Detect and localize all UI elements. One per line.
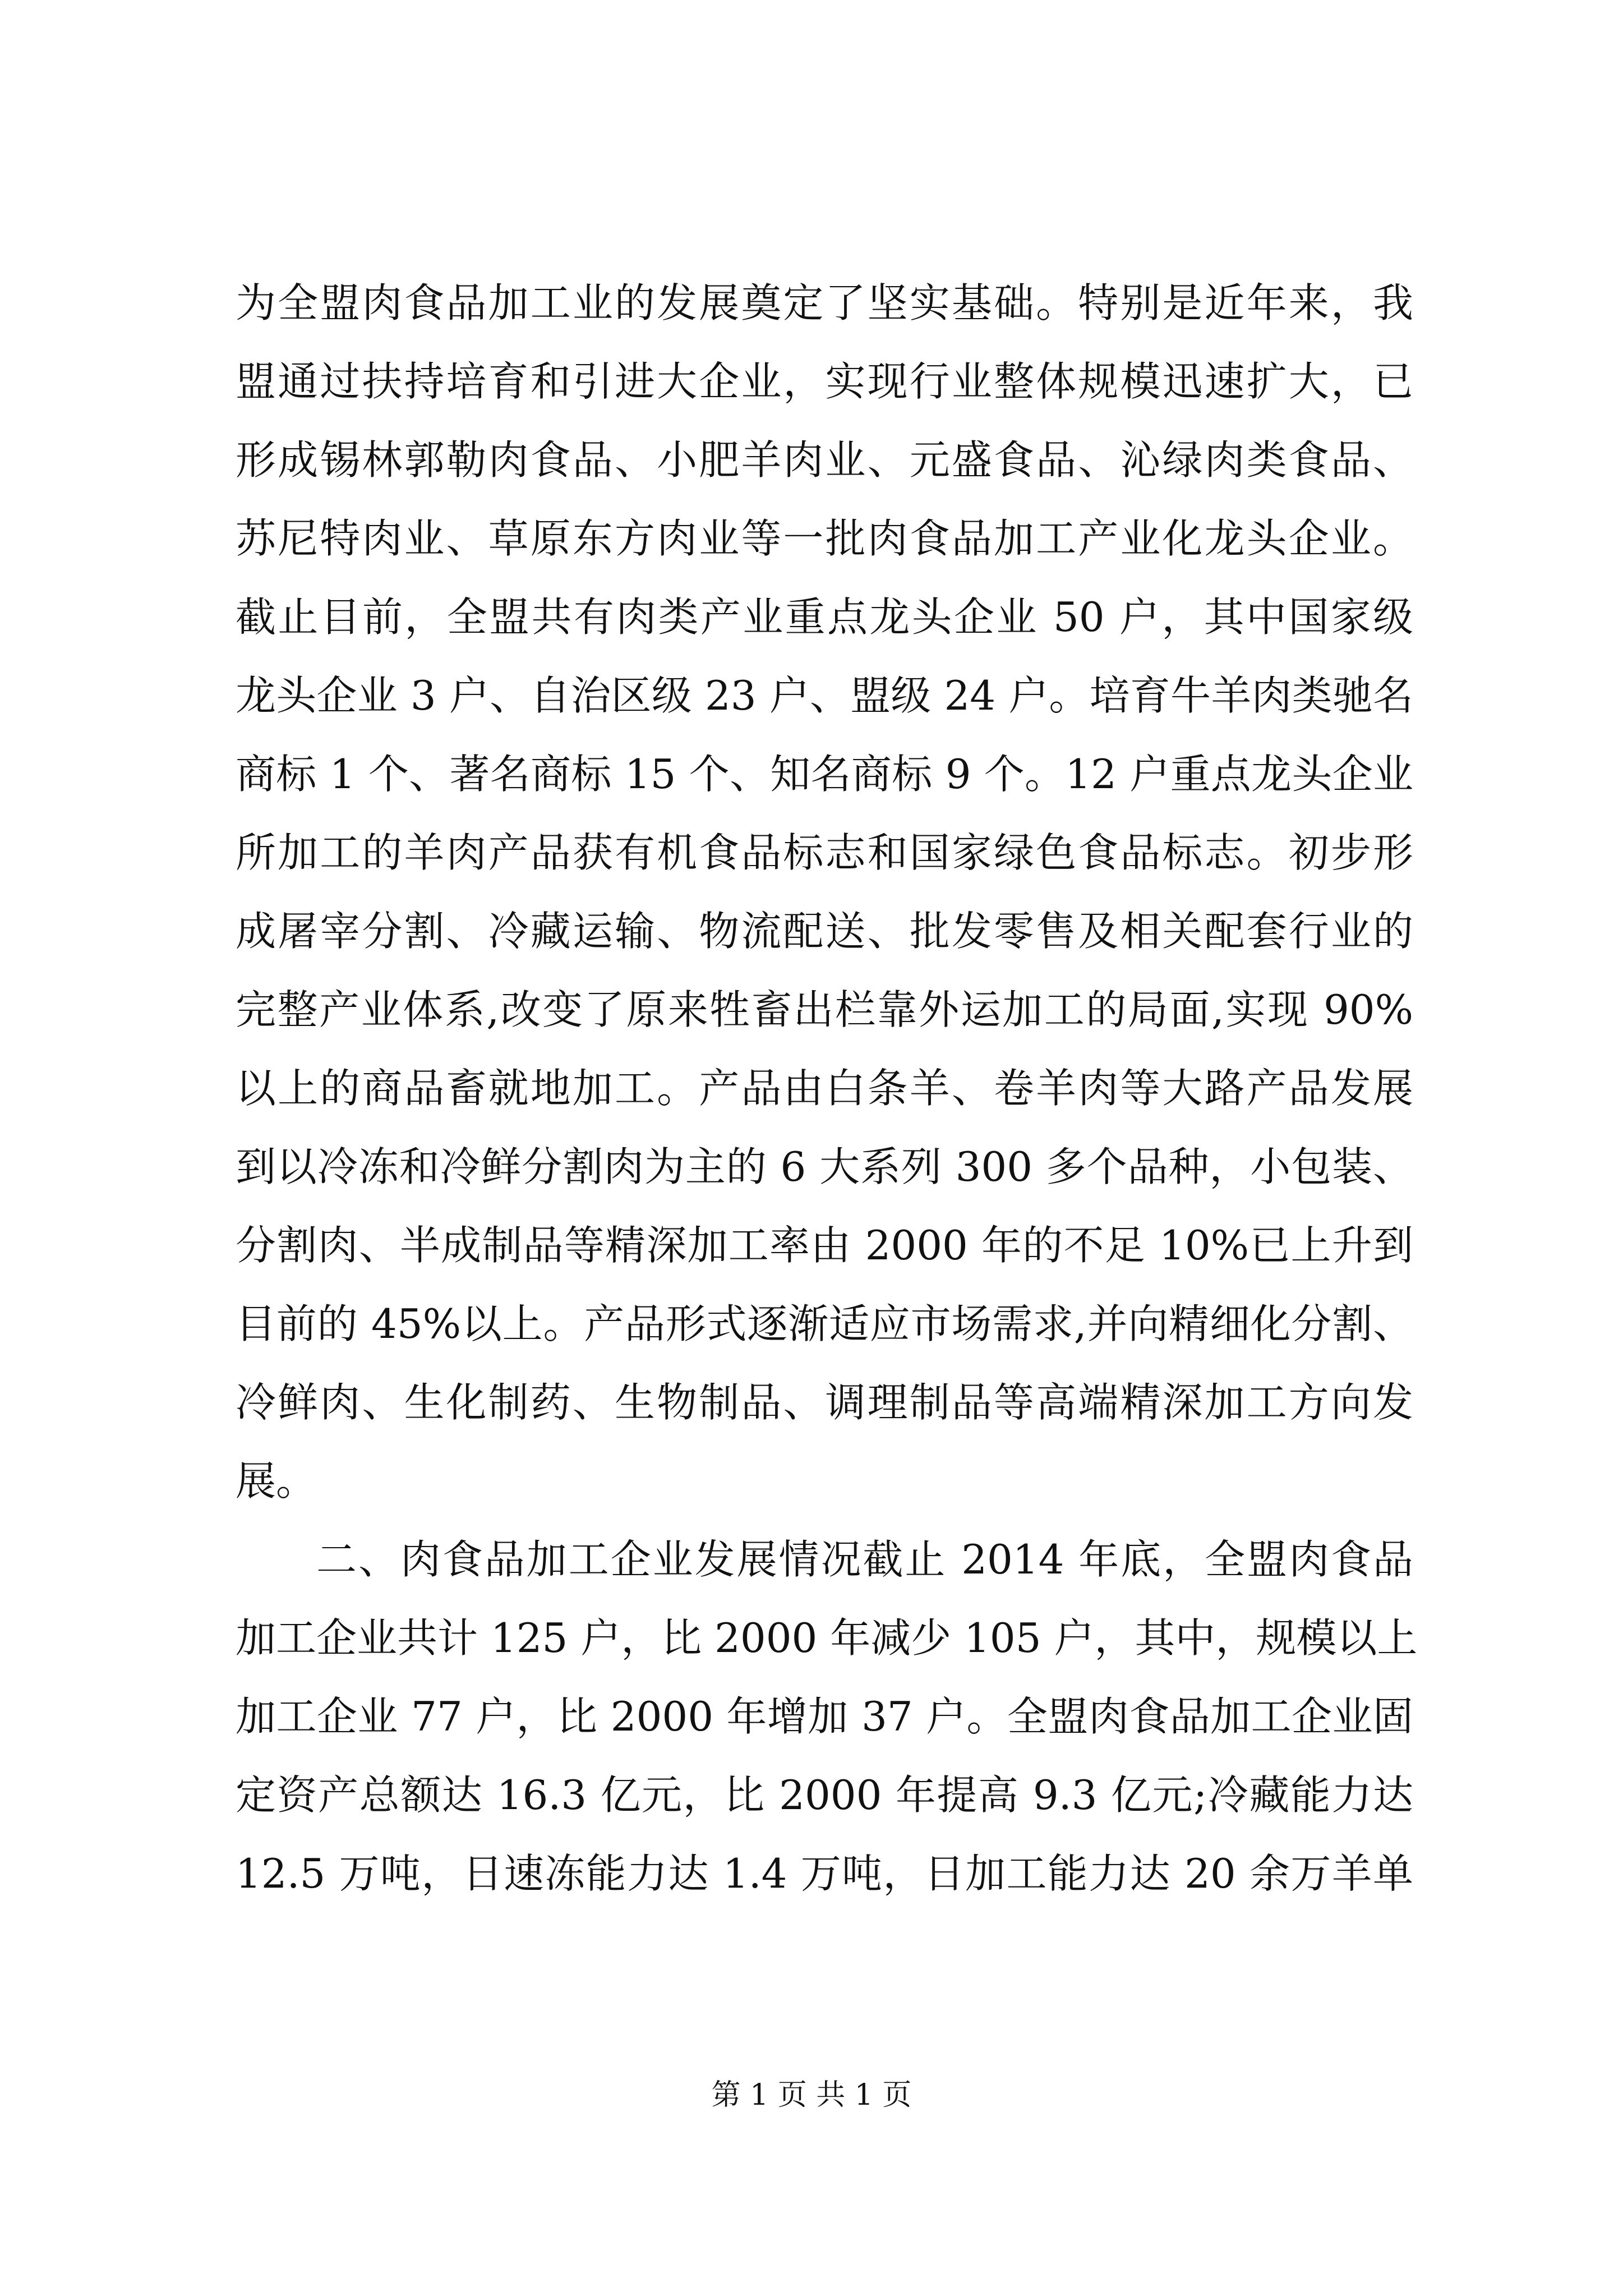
text-line-12: 到以冷冻和冷鲜分割肉为主的 6 大系列 300 多个品种，小包装、 [236,1143,1413,1190]
text-line-4: 苏尼特肉业、草原东方肉业等一批肉食品加工产业化龙头企业。 [236,515,1413,562]
text-line-18: 加工企业共计 125 户，比 2000 年减少 105 户，其中，规模以上 [236,1614,1418,1662]
text-line-11: 以上的商品畜就地加工。产品由白条羊、卷羊肉等大路产品发展 [236,1065,1413,1112]
text-line-13: 分割肉、半成制品等精深加工率由 2000 年的不足 10%已上升到 [236,1222,1413,1269]
text-line-1: 为全盟肉食品加工业的发展奠定了坚实基础。特别是近年来，我 [236,279,1413,326]
text-line-19: 加工企业 77 户，比 2000 年增加 37 户。全盟肉食品加工企业固 [236,1693,1413,1740]
text-line-16: 展。 [236,1457,317,1504]
text-line-14: 目前的 45%以上。产品形式逐渐适应市场需求,并向精细化分割、 [236,1300,1413,1347]
text-line-9: 成屠宰分割、冷藏运输、物流配送、批发零售及相关配套行业的 [236,908,1413,955]
page-footer: 第 1 页 共 1 页 [711,2078,912,2112]
text-line-21: 12.5 万吨，日速冻能力达 1.4 万吨，日加工能力达 20 余万羊单 [236,1850,1413,1897]
text-line-7: 商标 1 个、著名商标 15 个、知名商标 9 个。12 户重点龙头企业 [236,751,1413,798]
text-line-10: 完整产业体系,改变了原来牲畜出栏靠外运加工的局面,实现 90% [236,986,1413,1033]
text-line-6: 龙头企业 3 户、自治区级 23 户、盟级 24 户。培育牛羊肉类驰名 [236,672,1413,719]
text-line-3: 形成锡林郭勒肉食品、小肥羊肉业、元盛食品、沁绿肉类食品、 [236,436,1413,484]
text-line-17: 二、肉食品加工企业发展情况截止 2014 年底，全盟肉食品 [316,1536,1413,1583]
text-line-5: 截止目前，全盟共有肉类产业重点龙头企业 50 户，其中国家级 [236,593,1413,641]
text-line-15: 冷鲜肉、生化制药、生物制品、调理制品等高端精深加工方向发 [236,1379,1413,1426]
text-line-20: 定资产总额达 16.3 亿元，比 2000 年提高 9.3 亿元;冷藏能力达 [236,1772,1413,1819]
text-line-2: 盟通过扶持培育和引进大企业，实现行业整体规模迅速扩大，已 [236,358,1413,405]
text-line-8: 所加工的羊肉产品获有机食品标志和国家绿色食品标志。初步形 [236,829,1413,876]
